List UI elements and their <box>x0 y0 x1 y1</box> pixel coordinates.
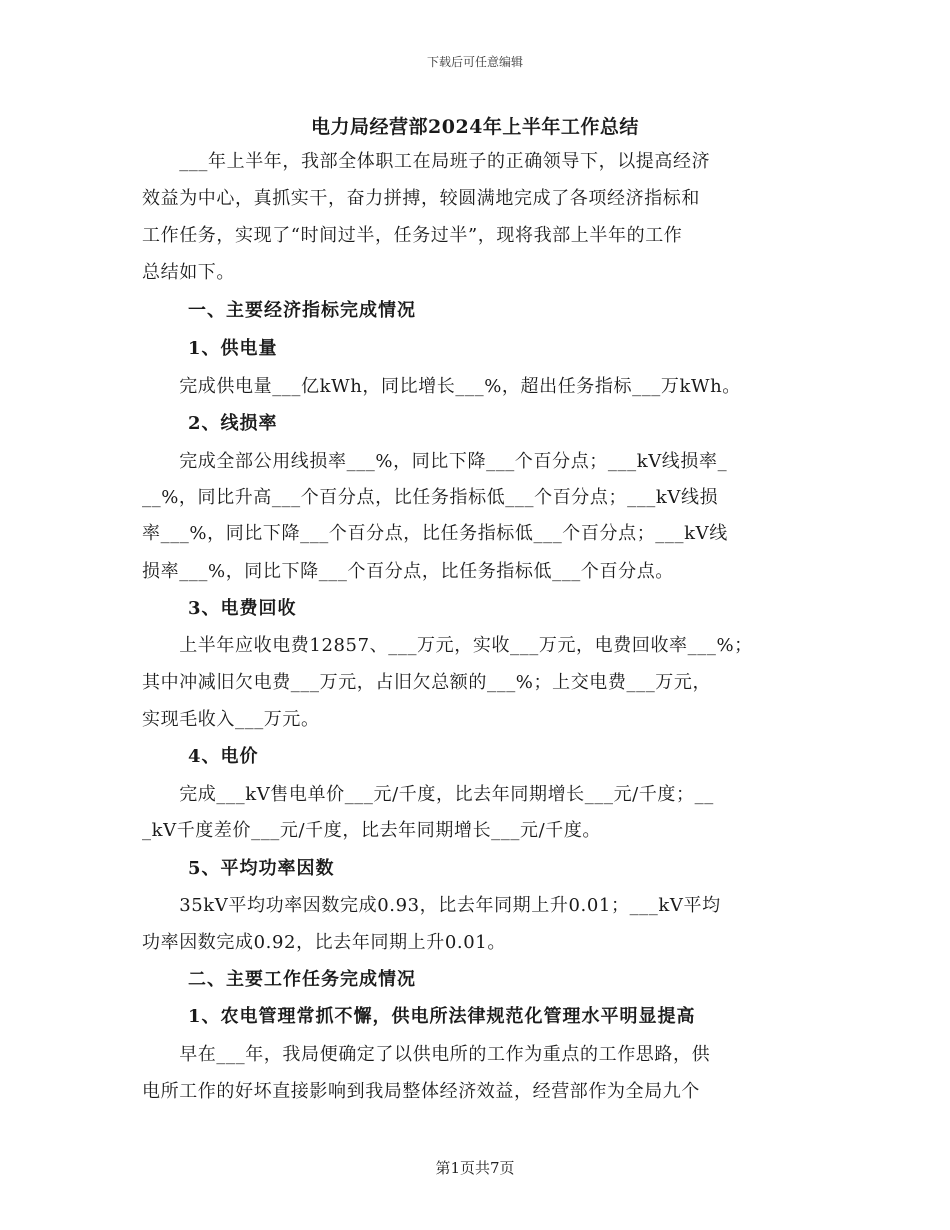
paragraph-line: 完成供电量___亿kWh，同比增长___%，超出任务指标___万kWh。 <box>142 376 741 397</box>
paragraph-line: 损率___%，同比下降___个百分点，比任务指标低___个百分点。 <box>142 561 674 582</box>
subsection-heading: 1、农电管理常抓不懈，供电所法律规范化管理水平明显提高 <box>188 1006 696 1027</box>
section-heading: 二、主要工作任务完成情况 <box>188 969 416 990</box>
paragraph-line: 率___%，同比下降___个百分点，比任务指标低___个百分点；___kV线 <box>142 523 728 544</box>
header-note: 下载后可任意编辑 <box>426 55 523 69</box>
paragraph-line: 完成全部公用线损率___%，同比下降___个百分点；___kV线损率_ <box>142 451 728 472</box>
paragraph-line: 工作任务，实现了“时间过半，任务过半”，现将我部上半年的工作 <box>142 225 683 246</box>
paragraph-line: __%，同比升高___个百分点，比任务指标低___个百分点；___kV线损 <box>142 487 719 508</box>
paragraph-line: 35kV平均功率因数完成0.93，比去年同期上升0.01；___kV平均 <box>142 895 721 916</box>
paragraph-line: 电所工作的好坏直接影响到我局整体经济效益，经营部作为全局九个 <box>142 1081 700 1102</box>
document-title: 电力局经营部2024年上半年工作总结 <box>311 116 639 138</box>
page-footer: 第1页共7页 <box>435 1159 515 1177</box>
section-heading: 一、主要经济指标完成情况 <box>188 300 416 321</box>
paragraph-line: 功率因数完成0.92，比去年同期上升0.01。 <box>142 932 506 953</box>
paragraph-line: ___年上半年，我部全体职工在局班子的正确领导下，以提高经济 <box>142 151 711 172</box>
paragraph-line: 其中冲减旧欠电费___万元，占旧欠总额的___%；上交电费___万元， <box>142 672 712 693</box>
paragraph-line: 早在___年，我局便确定了以供电所的工作为重点的工作思路，供 <box>142 1044 711 1065</box>
paragraph-line: 效益为中心，真抓实干，奋力拼搏，较圆满地完成了各项经济指标和 <box>142 188 700 209</box>
subsection-heading: 1、供电量 <box>188 338 278 359</box>
subsection-heading: 3、电费回收 <box>188 598 297 619</box>
paragraph-line: 总结如下。 <box>142 262 235 283</box>
paragraph-line: 上半年应收电费12857、___万元，实收___万元，电费回收率___%； <box>142 635 753 656</box>
paragraph-line: _kV千度差价___元/千度，比去年同期增长___元/千度。 <box>142 820 602 841</box>
subsection-heading: 4、电价 <box>188 746 259 767</box>
paragraph-line: 实现毛收入___万元。 <box>142 709 320 730</box>
paragraph-line: 完成___kV售电单价___元/千度，比去年同期增长___元/千度；__ <box>142 784 714 805</box>
subsection-heading: 2、线损率 <box>188 413 278 434</box>
subsection-heading: 5、平均功率因数 <box>188 858 335 879</box>
